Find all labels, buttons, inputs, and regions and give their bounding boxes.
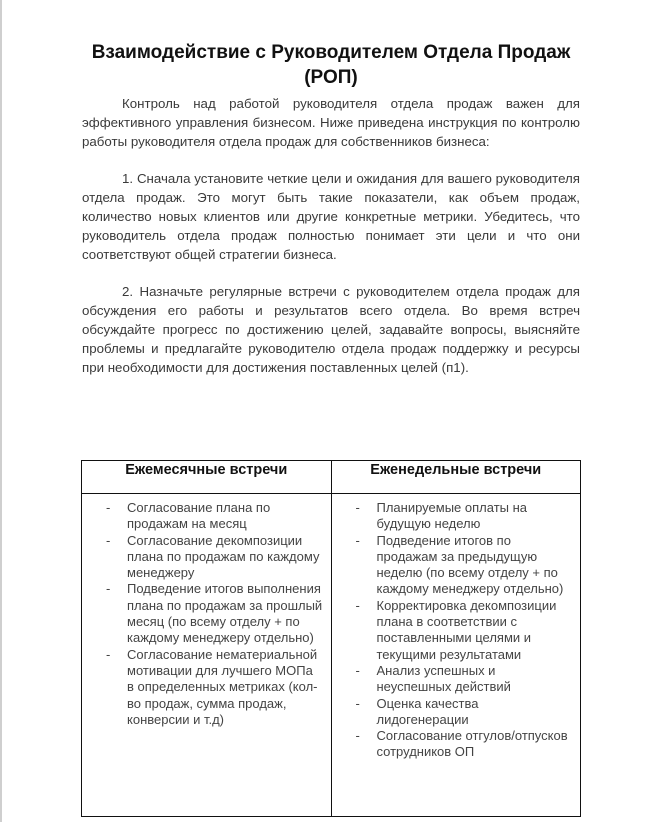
page-edge: [0, 0, 2, 822]
weekly-item: - Планируемые оплаты на будущую неделю: [332, 500, 573, 533]
weekly-cell: [331, 494, 581, 817]
weekly-item: - Подведение итогов по продажам за предыдущую неделю (по всему отделу + по каждому менеджеру отдельно): [332, 533, 573, 598]
step-1: 1. Сначала установите четкие цели и ожидания для вашего руководителя отдела продаж. Это могут быть такие показатели, как объем продаж, количество новых клиентов или другие конкретные метрики. Убедитесь, что руководитель отдела продаж полностью понимает эти цели и что они соответствуют общей стратегии бизнеса.: [82, 171, 580, 262]
header-weekly: Еженедельные встречи: [331, 461, 581, 494]
monthly-item: - Согласование нематериальной мотивации для лучшего МОПа в определенных метриках (кол-во продаж, сумма продаж, конверсии и т.д): [82, 647, 323, 728]
weekly-list: [332, 500, 573, 761]
monthly-list: [82, 500, 323, 728]
document-page: [82, 40, 580, 377]
weekly-item: - Анализ успешных и неуспешных действий: [332, 663, 573, 696]
weekly-item: - Согласование отгулов/отпусков сотрудников ОП: [332, 728, 573, 761]
meetings-table: [81, 460, 581, 817]
weekly-item: - Корректировка декомпозиции плана в соответствии с поставленными целями и текущими результатами: [332, 598, 573, 663]
weekly-item: - Оценка качества лидогенерации: [332, 696, 573, 729]
document-title: Взаимодействие с Руководителем Отдела Продаж (РОП): [91, 42, 571, 88]
monthly-cell: [82, 494, 332, 817]
intro-paragraph: Контроль над работой руководителя отдела продаж важен для эффективного управления бизнесом. Ниже приведена инструкция по контролю работы руководителя отдела продаж для собственников бизнеса:: [82, 96, 580, 149]
step-2: 2. Назначьте регулярные встречи с руководителем отдела продаж для обсуждения его работы и результатов всего отдела. Во время встреч обсуждайте прогресс по достижению целей, задавайте вопросы, выясняйте проблемы и предлагайте руководителю отдела продаж поддержку и ресурсы при необходимости для достижения поставленных целей (п1).: [82, 284, 580, 375]
header-monthly: Ежемесячные встречи: [82, 461, 332, 494]
monthly-item: - Согласование декомпозиции плана по продажам по каждому менеджеру: [82, 533, 323, 582]
monthly-item: - Подведение итогов выполнения плана по продажам за прошлый месяц (по всему отделу + по каждому менеджеру отдельно): [82, 581, 323, 646]
monthly-item: - Согласование плана по продажам на месяц: [82, 500, 323, 533]
